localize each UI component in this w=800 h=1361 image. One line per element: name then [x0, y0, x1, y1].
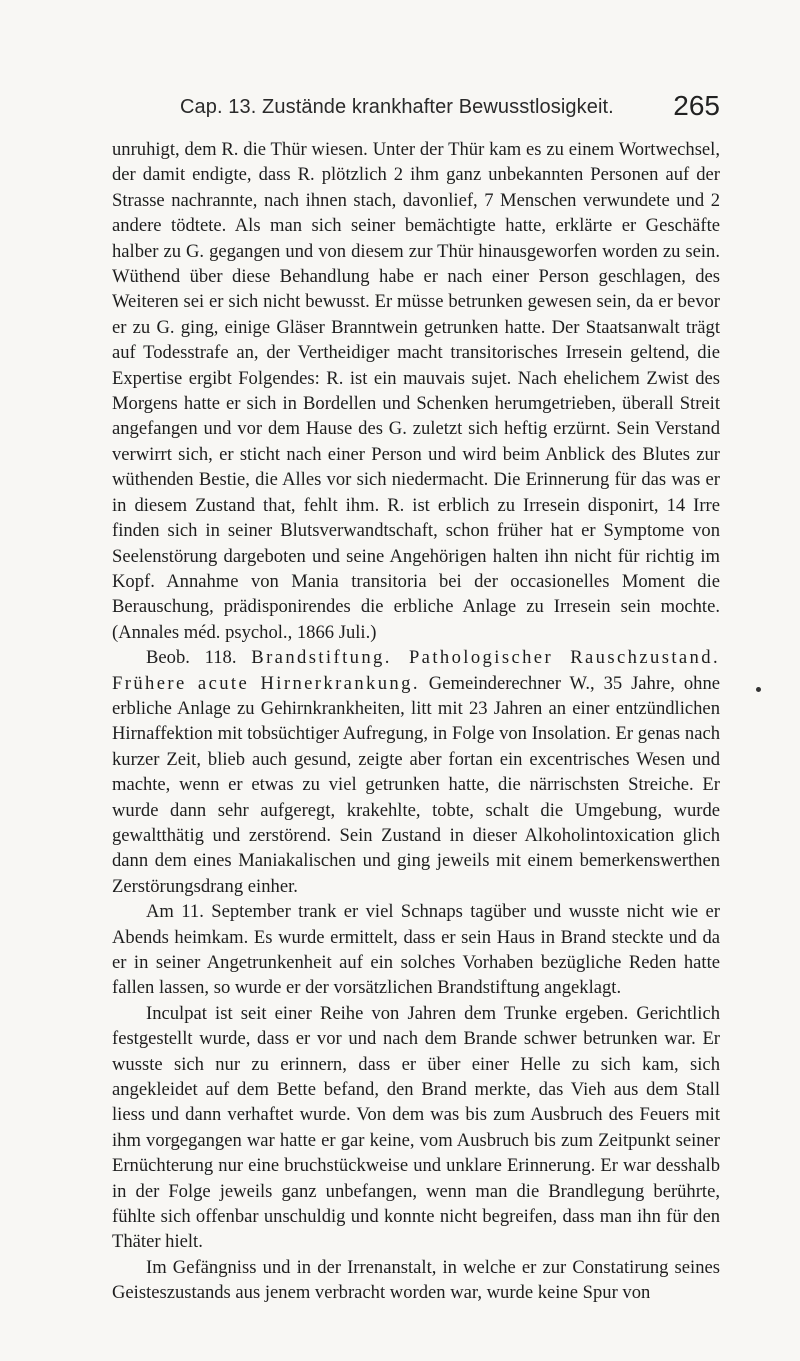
paragraph-observation-118	[112, 645, 720, 899]
paragraph-september: Am 11. September trank er viel Schnaps tagüber und wusste nicht wie er Abends heimkam. Es wurde ermittelt, dass er sein Haus in Brand steckte und da er in seiner Angetrunkenheit auf ein solches Vorhaben bezügliche Reden hatte fallen lassen, so wurde er der vorsätzlichen Brandstiftung angeklagt.	[112, 901, 720, 999]
body-text	[112, 137, 720, 1306]
observation-heading: Brandstiftung. Pathologischer Rauschzustand. Frühere acute Hirnerkrankung.	[112, 647, 720, 694]
margin-dot	[756, 687, 761, 692]
observation-number: Beob. 118.	[146, 647, 237, 669]
observation-text: Gemeinderechner W., 35 Jahre, ohne erbliche Anlage zu Gehirnkrankheiten, litt mit 23 Jahren an einer entzündlichen Hirnaffektion mit tobsüchtiger Aufregung, in Folge von Insolation. Er genas nach kurzer Zeit, blieb auch gesund, zeigte aber fortan ein excentrisches Wesen und machte, wenn er etwas zu viel getrunken hatte, die närrischsten Streiche. Er wurde dann sehr aufgeregt, krakehlte, tobte, schalt die Umgebung, wurde gewaltthätig und zerstörend. Sein Zustand in dieser Alkoholintoxication glich dann dem eines Maniakalischen und ging jeweils mit einem bemerkenswerthen Zerstörungsdrang einher.	[112, 672, 720, 897]
running-head	[180, 90, 720, 134]
paragraph-gefaengniss: Im Gefängniss und in der Irrenanstalt, in welche er zur Constatirung seines Geisteszustands aus jenem verbracht worden war, wurde keine Spur von	[112, 1256, 720, 1304]
chapter-title: Cap. 13. Zustände krankhafter Bewusstlosigkeit.	[180, 96, 614, 118]
page-number: 265	[673, 90, 720, 121]
paragraph-case-r: unruhigt, dem R. die Thür wiesen. Unter der Thür kam es zu einem Wortwechsel, der damit endigte, dass R. plötzlich 2 ihm ganz unbekannten Personen auf der Strasse nachrannte, nach ihnen stach, davonlief, 7 Menschen verwundete und 2 andere tödtete. Als man sich seiner bemächtigte hatte, erklärte er Geschäfte halber zu G. gegangen und von diesem zur Thür hinausgeworfen worden zu sein. Wüthend über diese Behandlung habe er nach einer Person geschlagen, des Weiteren sei er sich nicht bewusst. Er müsse betrunken gewesen sein, da er bevor er zu G. ging, einige Gläser Branntwein getrunken hatte. Der Staatsanwalt trägt auf Todesstrafe an, der Vertheidiger macht transitorisches Irresein geltend, die Expertise ergibt Folgendes: R. ist ein mauvais sujet. Nach ehelichem Zwist des Morgens hatte er sich in Bordellen und Schenken herumgetrieben, überall Streit angefangen und vor dem Hause des G. zuletzt sich heftig erzürnt. Sein Verstand verwirrt sich, er sticht nach einer Person und wird beim Anblick des Blutes zur wüthenden Bestie, die Alles vor sich niedermacht. Die Erinnerung für das was er in diesem Zustand that, fehlt ihm. R. ist erblich zu Irresein disponirt, 14 Irre finden sich in seiner Blutsverwandtschaft, schon früher hat er Symptome von Seelenstörung dargeboten und seine Angehörigen halten ihn nicht für richtig im Kopf. Annahme von Mania transitoria bei der occasionelles Moment die Berauschung, prädisponirendes die erbliche Anlage zu Irresein sein mochte. (Annales méd. psychol., 1866 Juli.)	[112, 139, 720, 643]
paragraph-inculpat: Inculpat ist seit einer Reihe von Jahren dem Trunke ergeben. Gerichtlich festgestellt wurde, dass er vor und nach dem Brande schwer betrunken war. Er wusste sich nur zu erinnern, dass er über einer Helle zu sich kam, sich angekleidet auf dem Bette befand, den Brand merkte, das Vieh aus dem Stall liess und dann verhaftet wurde. Von dem was bis zum Ausbruch des Feuers mit ihm vorgegangen war hatte er gar keine, vom Ausbruch bis zum Zeitpunkt seiner Ernüchterung nur eine bruchstückweise und unklare Erinnerung. Er war desshalb in der Folge jeweils ganz unbefangen, wenn man die Brandlegung berührte, fühlte sich offenbar unschuldig und konnte nicht begreifen, dass man ihn für den Thäter hielt.	[112, 1002, 720, 1253]
